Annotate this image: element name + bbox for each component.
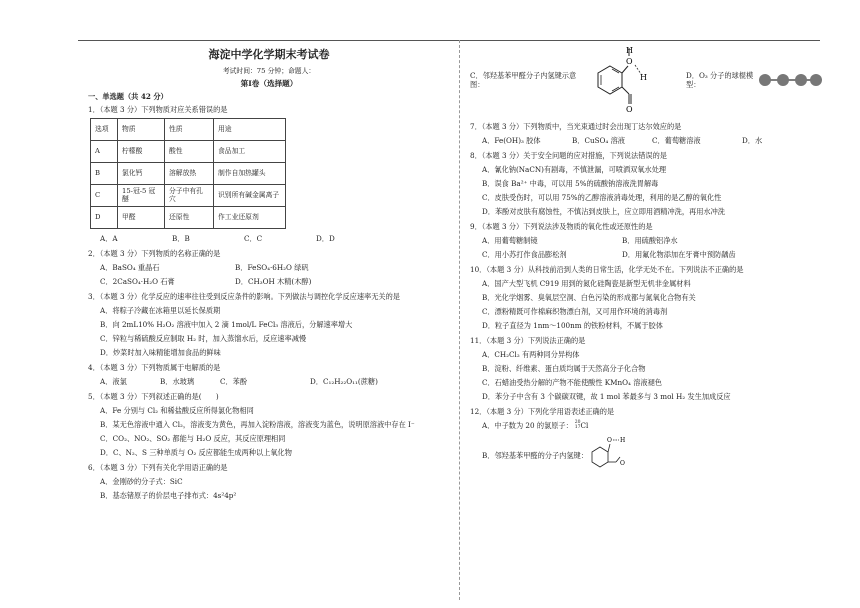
q12-option-a[interactable]: A．中子数为 20 的氯原子： [482, 421, 573, 430]
table-row [91, 140, 286, 162]
table-row [91, 162, 286, 184]
q8-option-d[interactable]: D．苯酚对皮肤有腐蚀性，不慎沾到皮肤上，应立即用酒精冲洗，再用水冲洗 [482, 207, 725, 216]
table-cell: 分子中有孔穴 [165, 184, 214, 206]
q5-option-a[interactable]: A．Fe 分别与 Cl₂ 和稀盐酸反应所得氯化物相同 [100, 405, 254, 415]
isotope-atomic-number: 17 [574, 424, 581, 430]
q4-options [100, 377, 450, 386]
top-rule [78, 40, 820, 41]
q6-option-a[interactable]: A．金刚砂的分子式：SiC [100, 476, 183, 486]
table-cell: 物质 [118, 118, 165, 140]
q7-stem: 7．（本题 3 分）下列物质中，当光束通过时会出现丁达尔效应的是 [470, 122, 682, 131]
section-heading: 一、单选题（共 42 分） [88, 91, 168, 101]
q2-option-c[interactable]: C．2CaSO₄·H₂O 石膏 [100, 276, 175, 286]
q2-options-row2 [100, 277, 450, 286]
hydrogen-atom-label: H [619, 437, 626, 444]
table-cell: 选项 [91, 118, 118, 140]
table-cell: 柠檬酸 [118, 140, 165, 162]
isotope-mass-number: 20 [574, 420, 581, 425]
q11-option-b[interactable]: B．淀粉、纤维素、蛋白质均属于天然高分子化合物 [482, 364, 646, 373]
q10-option-d[interactable]: D．粒子直径为 1nm～100nm 的铁粉材料，不属于胶体 [482, 321, 663, 330]
table-cell: C [91, 184, 118, 206]
o3-ball-stick-model-icon [758, 72, 822, 88]
table-cell: B [91, 162, 118, 184]
q2-option-b[interactable]: B．FeSO₄·6H₂O 绿矾 [235, 262, 309, 272]
q7-option-d[interactable]: D．水 [742, 136, 763, 145]
q3-option-b[interactable]: B．向 2mL10% H₂O₂ 溶液中加入 2 滴 1mol/L FeCl₃ 溶液后，分解速率增大 [100, 319, 353, 329]
q6-stem: 6．（本题 3 分）下列有关化学用语正确的是 [88, 462, 228, 472]
q4-stem: 4．（本题 3 分）下列物质属于电解质的是 [88, 362, 221, 372]
table-cell: 15-冠-5 冠醚 [118, 184, 165, 206]
table-cell: 酸性 [165, 140, 214, 162]
q11-option-c[interactable]: C．石蜡油受热分解的产物不能使酸性 KMnO₄ 溶液褪色 [482, 378, 662, 387]
q4-option-c[interactable]: C．苯酚 [220, 376, 248, 386]
table-cell: D [91, 206, 118, 228]
column-divider [459, 40, 460, 600]
q9-options-row2 [482, 250, 825, 259]
q1-table [90, 118, 286, 229]
q1-option-c[interactable]: C．C [244, 233, 263, 243]
oxygen-atom-label: O [626, 57, 633, 66]
volume-heading: 第Ⅰ卷（选择题） [240, 79, 298, 89]
q2-stem: 2．（本题 3 分）下列物质的名称正确的是 [88, 248, 221, 258]
q8-option-c[interactable]: C．皮肤受伤时，可以用 75%的乙醇溶液消毒处理，利用的是乙醇的氧化性 [482, 193, 722, 202]
q4-option-d[interactable]: D．C₁₂H₂₂O₁₁(蔗糖) [310, 376, 378, 386]
exam-meta: 考试时间：75 分钟；命题人： [222, 66, 316, 75]
q2-option-a[interactable]: A．BaSO₄ 重晶石 [100, 262, 160, 272]
q4-option-a[interactable]: A．液氯 [100, 376, 127, 386]
left-column [88, 44, 450, 500]
q3-option-d[interactable]: D．炒菜时加入味精能增加食品的鲜味 [100, 347, 221, 357]
q12-option-a-row [482, 421, 825, 430]
hydrogen-bond-structure-small-icon [588, 435, 632, 475]
q2-option-d[interactable]: D．CH₃OH 木精(木醇) [235, 276, 312, 286]
table-cell: 作工业还原剂 [214, 206, 286, 228]
hydrogen-atom-label-2: H [640, 73, 647, 82]
q7-option-b[interactable]: B．CuSO₄ 溶液 [572, 136, 625, 145]
q5-stem: 5．（本题 3 分）下列叙述正确的是( ) [88, 391, 219, 401]
q7-option-a[interactable]: A．Fe(OH)₃ 胶体 [482, 136, 541, 145]
q8-stem: 8．（本题 3 分）关于安全问题的应对措施，下列说法错误的是 [470, 151, 667, 160]
table-cell: 氯化钙 [118, 162, 165, 184]
q9-option-c[interactable]: C．用小苏打作食品膨松剂 [482, 250, 567, 259]
q4-option-b[interactable]: B．水玻璃 [160, 376, 195, 386]
table-cell: A [91, 140, 118, 162]
right-column [470, 44, 825, 475]
table-cell: 食品加工 [214, 140, 286, 162]
hydrogen-atom-label: H [626, 46, 633, 55]
exam-title: 海淀中学化学期末考试卷 [208, 48, 330, 61]
q7-options [482, 136, 825, 145]
q5-option-c[interactable]: C．CO₂、NO₂、SO₂ 都能与 H₂O 反应，其反应原理相同 [100, 433, 286, 443]
q1-option-a[interactable]: A．A [100, 233, 118, 243]
q8-option-a[interactable]: A．氰化钠(NaCN)有剧毒，不慎泄漏，可喷洒双氧水处理 [482, 165, 667, 174]
q11-option-a[interactable]: A．CH₂Cl₂ 有两种同分异构体 [482, 350, 580, 359]
q9-option-d[interactable]: D．用氟化物添加在牙膏中预防龋齿 [622, 250, 736, 259]
q3-stem: 3．（本题 3 分）化学反应的速率往往受到反应条件的影响。下列做法与调控化学反应速率无关的是 [88, 291, 400, 301]
table-cell: 还原性 [165, 206, 214, 228]
q5-option-b[interactable]: B．某无色溶液中通入 Cl₂，溶液变为黄色，再加入淀粉溶液，溶液变为蓝色，说明原溶液中存在 I⁻ [100, 419, 415, 429]
table-cell: 用途 [214, 118, 286, 140]
q1-option-d[interactable]: D．D [316, 233, 335, 243]
q1-options [100, 234, 450, 243]
q9-stem: 9．（本题 3 分）下列说法涉及物质的氧化性或还原性的是 [470, 222, 653, 231]
q10-option-b[interactable]: B．光化学烟雾、臭氧层空洞、白色污染的形成都与氮氧化合物有关 [482, 293, 696, 302]
table-cell: 性质 [165, 118, 214, 140]
q10-option-c[interactable]: C．漂粉精既可作棉麻织物漂白剂，又可用作环境的消毒剂 [482, 307, 668, 316]
carbonyl-oxygen-label: O [619, 460, 625, 467]
q12-option-b[interactable]: B．邻羟基苯甲醛的分子内氢键： [482, 450, 588, 460]
q6-option-b[interactable]: B．基态锗原子的价层电子排布式：4s²4p² [100, 490, 237, 500]
table-cell: 甲醛 [118, 206, 165, 228]
carbonyl-oxygen-label: O [626, 105, 633, 114]
q5-option-d[interactable]: D．C、N₂、S 三种单质与 O₂ 反应都能生成两种以上氧化物 [100, 447, 292, 457]
q9-option-b[interactable]: B．用硫酸铝净水 [622, 236, 678, 245]
table-cell: 识别所有碱金属离子 [214, 184, 286, 206]
q10-option-a[interactable]: A．国产大型飞机 C919 用到的氮化硅陶瓷是新型无机非金属材料 [482, 279, 691, 288]
table-row [91, 206, 286, 228]
isotope-symbol: Cl [580, 421, 589, 430]
q3-option-a[interactable]: A．将粽子冷藏在冰箱里以延长保质期 [100, 305, 221, 315]
q11-option-d[interactable]: D．苯分子中含有 3 个碳碳双键，故 1 mol 苯最多与 3 mol H₂ 发生加成反应 [482, 392, 731, 401]
q8-option-b[interactable]: B．误食 Ba²⁺ 中毒，可以用 5%的硫酸钠溶液洗胃解毒 [482, 179, 659, 188]
q6-option-c[interactable]: C．邻羟基苯甲醛分子内氢键示意图： [470, 71, 577, 89]
q9-option-a[interactable]: A．用葡萄糖制镜 [482, 236, 538, 245]
q7-option-c[interactable]: C．葡萄糖溶液 [652, 136, 701, 145]
q6-option-d[interactable]: D．O₃ 分子的球棍模型： [686, 71, 754, 89]
table-row [91, 184, 286, 206]
table-cell: 制作自加热罐头 [214, 162, 286, 184]
q12-option-b-row [482, 435, 825, 475]
table-cell: 溶解放热 [165, 162, 214, 184]
q11-stem: 11．（本题 3 分）下列说法正确的是 [470, 336, 586, 345]
q1-stem: 1．（本题 3 分）下列物质对应关系错误的是 [88, 104, 228, 114]
q3-option-c[interactable]: C．锌粒与稀硫酸反应制取 H₂ 时，加入蒸馏水后，反应速率减慢 [100, 333, 307, 343]
q9-options-row1 [482, 236, 825, 245]
oxygen-atom-label: O [606, 437, 612, 444]
q12-stem: 12．（本题 3 分）下列化学用语表述正确的是 [470, 407, 615, 416]
q6-options-cd [470, 44, 825, 116]
table-header-row [91, 118, 286, 140]
q2-options-row1 [100, 263, 450, 272]
hydrogen-bond-structure-icon [588, 44, 660, 116]
q1-option-b[interactable]: B．B [172, 233, 190, 243]
q10-stem: 10．（本题 3 分）从科技前沿到人类的日常生活，化学无处不在。下列说法不正确的是 [470, 265, 744, 274]
